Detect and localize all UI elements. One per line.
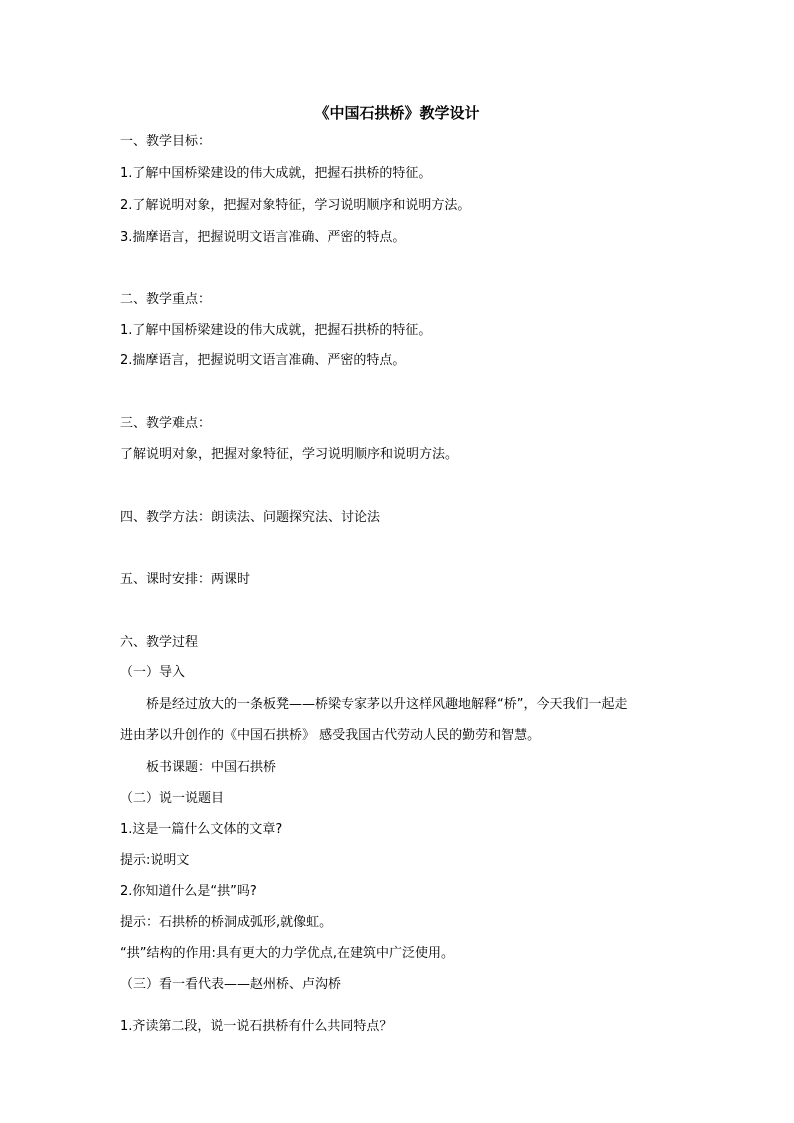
intro-heading: （一）导入 — [120, 665, 186, 680]
difficulties-heading: 三、教学难点： — [120, 416, 212, 431]
goals-item-3: 3.揣摩语言，把握说明文语言准确、严密的特点。 — [120, 230, 406, 245]
topic-answer-2: 提示：石拱桥的桥洞成弧形,就像虹。 — [120, 915, 333, 930]
goals-item-1: 1.了解中国桥梁建设的伟大成就，把握石拱桥的特征。 — [120, 166, 432, 181]
key-points-item-1: 1.了解中国桥梁建设的伟大成就，把握石拱桥的特征。 — [120, 323, 432, 338]
examples-question-1: 1.齐读第二段，说一说石拱桥有什么共同特点？ — [120, 1019, 393, 1034]
examples-heading: （三）看一看代表——赵州桥、卢沟桥 — [120, 977, 342, 992]
intro-paragraph-line-2: 进由茅以升创作的《中国石拱桥》 感受我国古代劳动人民的勤劳和智慧。 — [120, 728, 541, 743]
process-heading: 六、教学过程 — [120, 635, 199, 650]
topic-question-2: 2.你知道什么是“拱”吗? — [120, 884, 257, 899]
key-points-item-2: 2.揣摩语言，把握说明文语言准确、严密的特点。 — [120, 353, 406, 368]
topic-question-1: 1.这是一篇什么文体的文章? — [120, 822, 283, 837]
key-points-heading: 二、教学重点： — [120, 292, 212, 307]
goals-heading: 一、教学目标： — [120, 134, 212, 149]
schedule-text: 五、课时安排：两课时 — [120, 572, 251, 587]
topic-heading: （二）说一说题目 — [120, 791, 225, 806]
intro-paragraph-line-1: 桥是经过放大的一条板凳——桥梁专家茅以升这样风趣地解释“桥”，今天我们一起走 — [146, 697, 628, 712]
document-title: 《中国石拱桥》教学设计 — [314, 104, 480, 122]
topic-answer-1: 提示:说明文 — [120, 853, 190, 868]
topic-note: “拱”结构的作用:具有更大的力学优点,在建筑中广泛使用。 — [120, 946, 454, 961]
goals-item-2: 2.了解说明对象，把握对象特征，学习说明顺序和说明方法。 — [120, 198, 471, 213]
difficulties-text: 了解说明对象，把握对象特征，学习说明顺序和说明方法。 — [120, 447, 459, 462]
intro-board-title: 板书课题：中国石拱桥 — [146, 760, 277, 775]
methods-text: 四、教学方法：朗读法、问题探究法、讨论法 — [120, 510, 381, 525]
